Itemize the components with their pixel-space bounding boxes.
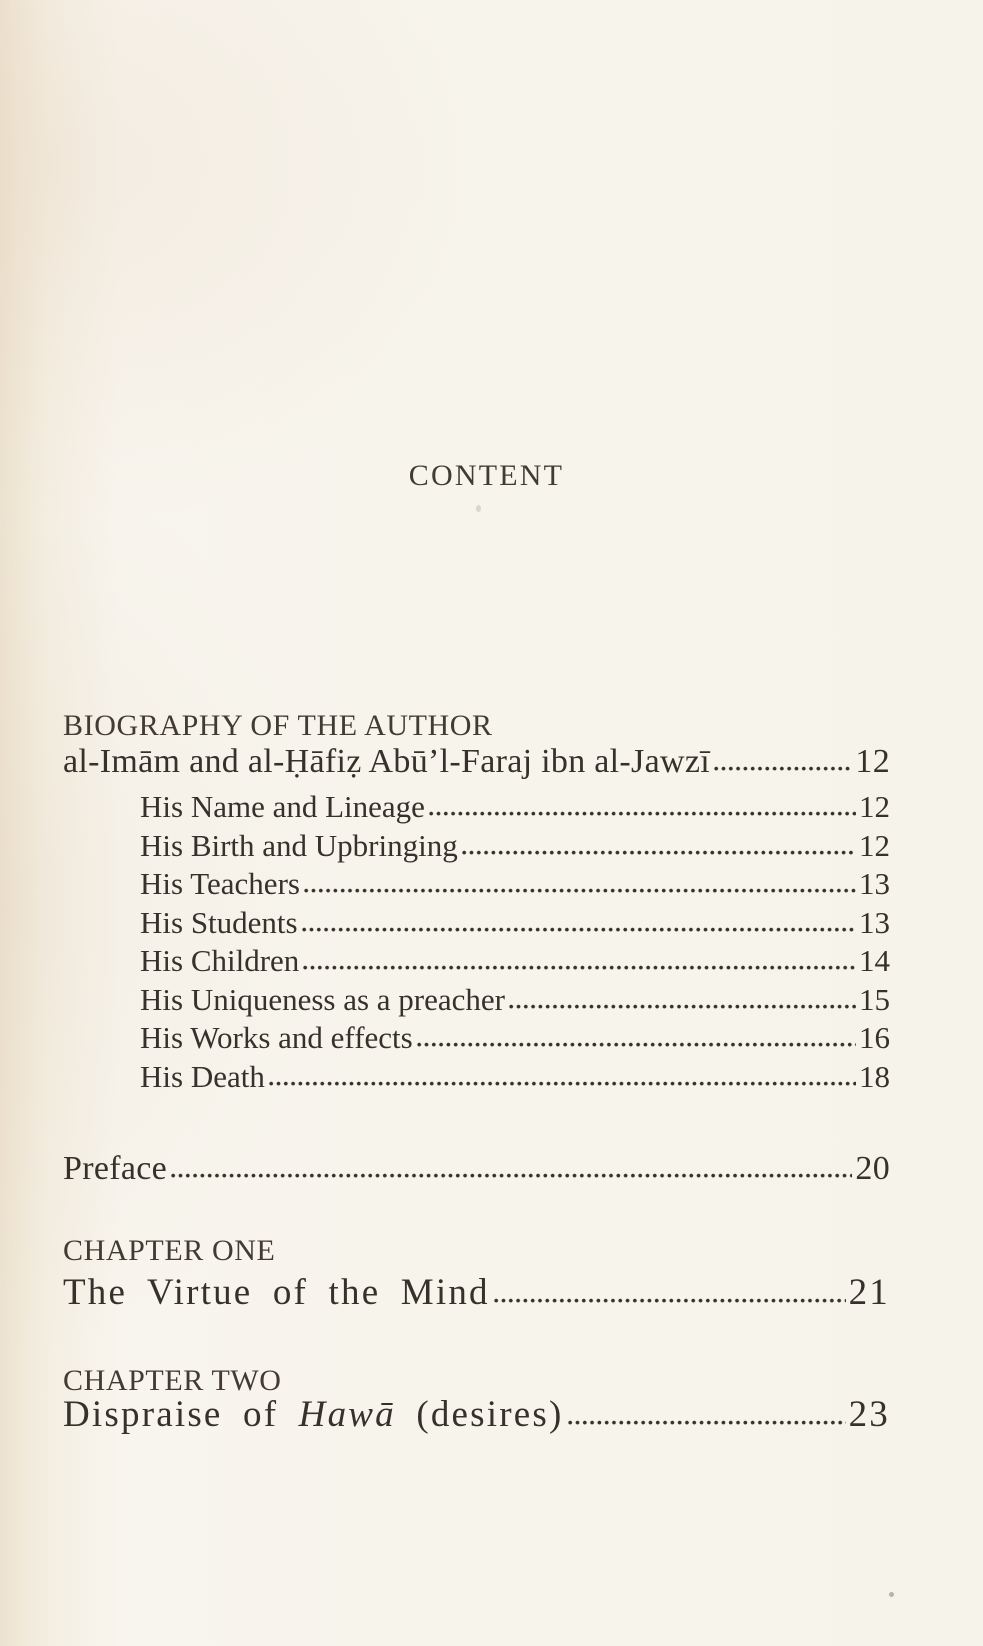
toc-entry-his-uniqueness-as-a-preacher: [140, 984, 890, 1015]
toc-entry-chapter-two-title: [63, 1396, 890, 1433]
toc-entry-his-teachers: [140, 868, 890, 899]
toc-entry-label: The Virtue of the Mind: [63, 1272, 490, 1313]
toc-entry-his-children: [140, 945, 890, 976]
section-heading-chapter-one: [63, 1236, 890, 1266]
toc-entry-page-number: 16: [859, 1020, 890, 1055]
section-heading-label: CHAPTER ONE: [63, 1234, 276, 1267]
toc-entry-label: Dispraise of Hawā (desires): [63, 1394, 564, 1435]
dot-leader: [302, 964, 856, 971]
toc-entry-label: Preface: [63, 1150, 168, 1187]
toc-entry-label: His Birth and Upbringing: [140, 828, 458, 863]
toc-entry-page-number: 12: [859, 789, 890, 824]
dot-leader: [170, 1172, 852, 1179]
toc-entry-page-number: 18: [859, 1059, 890, 1094]
italic-term: Hawā: [298, 1394, 396, 1435]
toc-entry-label: His Death: [140, 1059, 265, 1094]
toc-entry-page-number: 21: [848, 1272, 890, 1313]
dot-leader: [461, 849, 856, 856]
page-title: CONTENT: [408, 459, 565, 492]
dot-leader: [268, 1080, 856, 1087]
section-heading-chapter-two: [63, 1366, 890, 1396]
toc-entry-label: His Students: [140, 905, 298, 940]
toc-entry-label: His Name and Lineage: [140, 789, 425, 824]
toc-entry-page-number: 12: [855, 743, 890, 780]
scan-speck: [889, 1592, 894, 1597]
toc-entry-label: al-Imām and al-Ḥāfiẓ Abū’l-Faraj ibn al-Jawzī: [63, 743, 710, 780]
section-heading-label: BIOGRAPHY OF THE AUTHOR: [63, 709, 493, 742]
toc-entry-his-works-and-effects: [140, 1022, 890, 1053]
toc-entry-page-number: 13: [859, 866, 890, 901]
toc-entry-label: His Uniqueness as a preacher: [140, 982, 505, 1017]
dot-leader: [428, 810, 856, 817]
section-heading-label: CHAPTER TWO: [63, 1364, 282, 1397]
toc-entry-page-number: 13: [859, 905, 890, 940]
toc-entry-biography-main: [63, 745, 890, 779]
toc-entry-label: His Children: [140, 943, 300, 978]
dot-leader: [416, 1041, 856, 1048]
toc-entry-label: His Works and effects: [140, 1020, 413, 1055]
dot-leader: [303, 887, 856, 894]
toc-entry-page-number: 15: [859, 982, 890, 1017]
section-heading-biography: [63, 711, 890, 741]
toc-entry-page-number: 14: [859, 943, 890, 978]
dot-leader: [493, 1297, 846, 1304]
toc-entry-page-number: 12: [859, 828, 890, 863]
toc-entry-label: His Teachers: [140, 866, 300, 901]
toc-entry-his-name-and-lineage: [140, 791, 890, 822]
toc-entry-his-death: [140, 1061, 890, 1092]
toc-entry-chapter-one-title: [63, 1274, 890, 1311]
dot-leader: [713, 765, 852, 772]
toc-entry-his-birth-and-upbringing: [140, 830, 890, 861]
dot-leader: [301, 926, 856, 933]
toc-entry-page-number: 23: [848, 1394, 890, 1435]
scan-speck: [476, 505, 481, 512]
dot-leader: [567, 1419, 846, 1426]
dot-leader: [508, 1003, 856, 1010]
toc-entry-page-number: 20: [855, 1150, 890, 1187]
toc-entry-preface: [63, 1152, 890, 1186]
toc-entry-his-students: [140, 907, 890, 938]
